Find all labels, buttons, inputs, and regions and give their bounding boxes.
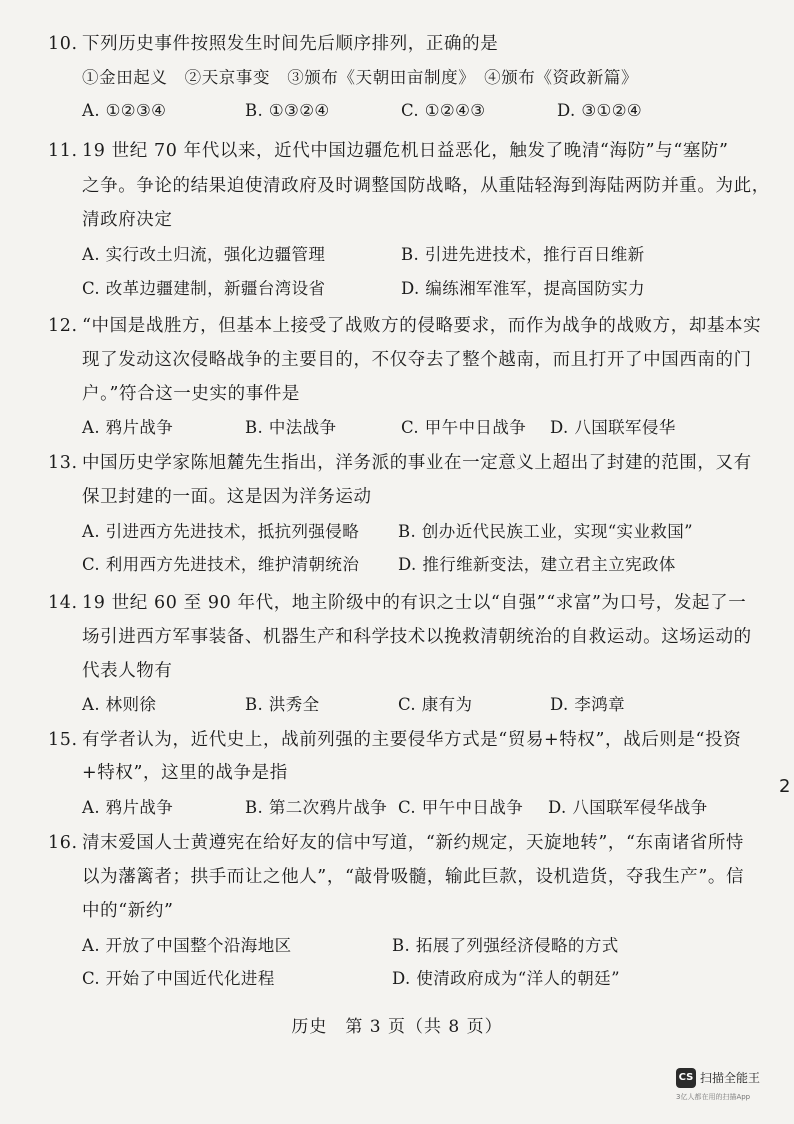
question-12-option-c: C. 甲午中日战争	[401, 418, 527, 437]
question-15-stem-line-1	[48, 726, 741, 751]
question-11-stem-line-3: 清政府决定	[82, 210, 173, 230]
question-14-option-a: A. 林则徐	[82, 695, 157, 714]
question-number: 12.	[48, 316, 78, 336]
question-number: 14.	[48, 593, 78, 613]
question-14-stem-line-1	[48, 589, 746, 614]
question-12-stem-line-2: 现了发动这次侵略战争的主要目的，不仅夺去了整个越南，而且打开了中国西南的门	[82, 350, 752, 370]
question-11-stem-line-1	[48, 137, 729, 162]
question-13-stem-line-1	[48, 449, 752, 474]
question-14-stem-line-3: 代表人物有	[82, 661, 173, 681]
question-number: 16.	[48, 833, 78, 853]
question-11-option-d: D. 编练湘军淮军，提高国防实力	[401, 279, 646, 298]
question-number: 13.	[48, 453, 78, 473]
question-13-option-d: D. 推行维新变法，建立君主立宪政体	[398, 555, 676, 574]
question-14-option-d: D. 李鸿章	[550, 695, 626, 714]
question-text: 中国历史学家陈旭麓先生指出，洋务派的事业在一定意义上超出了封建的范围，又有	[82, 453, 752, 473]
question-13-option-a: A. 引进西方先进技术，抵抗列强侵略	[82, 522, 360, 541]
question-10-option-b: B. ①③②④	[245, 101, 330, 120]
question-14-option-c: C. 康有为	[398, 695, 473, 714]
question-16-stem-line-2: 以为藩篱者；拱手而让之他人”，“敲骨吸髓，输此巨款，设机造货，夺我生产”。信	[82, 867, 745, 887]
question-text: 19 世纪 70 年代以来，近代中国边疆危机日益恶化，触发了晚清“海防”与“塞防”	[82, 141, 729, 161]
question-number: 11.	[48, 141, 78, 161]
question-text: 19 世纪 60 至 90 年代，地主阶级中的有识之士以“自强”“求富”为口号，发起了一	[82, 593, 747, 613]
question-10-stem	[48, 30, 498, 55]
question-11-option-a: A. 实行改土归流，强化边疆管理	[82, 245, 326, 264]
question-11-option-b: B. 引进先进技术，推行百日维新	[401, 245, 645, 264]
question-12-stem-line-3: 户。”符合这一史实的事件是	[82, 384, 300, 404]
scanner-app-tagline: 3亿人都在用的扫描App	[676, 1093, 751, 1101]
question-16-stem-line-3: 中的“新约”	[82, 901, 174, 921]
question-16-option-d: D. 使清政府成为“洋人的朝廷”	[392, 969, 620, 988]
question-15-option-b: B. 第二次鸦片战争	[245, 798, 388, 817]
question-text: 清末爱国人士黄遵宪在给好友的信中写道，“新约规定，天旋地转”，“东南诸省所恃	[82, 833, 745, 853]
question-text: “中国是战胜方，但基本上接受了战败方的侵略要求，而作为战争的战败方，却基本实	[82, 316, 762, 336]
question-10-items: ①金田起义 ②天京事变 ③颁布《天朝田亩制度》 ④颁布《资政新篇》	[82, 68, 639, 87]
question-16-stem-line-1	[48, 829, 744, 854]
question-14-option-b: B. 洪秀全	[245, 695, 320, 714]
question-13-option-b: B. 创办近代民族工业，实现“实业救国”	[398, 522, 693, 541]
question-13-stem-line-2: 保卫封建的一面。这是因为洋务运动	[82, 487, 372, 507]
scanner-logo-icon: CS	[676, 1068, 696, 1088]
scanner-watermark	[676, 1068, 786, 1108]
question-14-stem-line-2: 场引进西方军事装备、机器生产和科学技术以挽救清朝统治的自救运动。这场运动的	[82, 627, 752, 647]
question-12-option-d: D. 八国联军侵华	[550, 418, 676, 437]
question-15-option-c: C. 甲午中日战争	[398, 798, 524, 817]
question-11-stem-line-2: 之争。争论的结果迫使清政府及时调整国防战略，从重陆轻海到海陆两防并重。为此，	[82, 176, 770, 196]
question-16-option-c: C. 开始了中国近代化进程	[82, 969, 275, 988]
question-16-option-b: B. 拓展了列强经济侵略的方式	[392, 936, 619, 955]
question-10-option-d: D. ③①②④	[557, 101, 643, 120]
question-text: 有学者认为，近代史上，战前列强的主要侵华方式是“贸易+特权”，战后则是“投资	[82, 730, 742, 750]
question-12-option-b: B. 中法战争	[245, 418, 337, 437]
question-16-option-a: A. 开放了中国整个沿海地区	[82, 936, 292, 955]
question-15-stem-line-2: +特权”，这里的战争是指	[82, 763, 288, 783]
question-13-option-c: C. 利用西方先进技术，维护清朝统治	[82, 555, 360, 574]
question-10-option-a: A. ①②③④	[82, 101, 167, 120]
scanner-app-name: 扫描全能王	[700, 1071, 761, 1085]
question-12-stem-line-1	[48, 312, 761, 337]
question-12-option-a: A. 鸦片战争	[82, 418, 174, 437]
question-15-option-d: D. 八国联军侵华战争	[548, 798, 708, 817]
page-footer: 历史 第 3 页（共 8 页）	[291, 1017, 503, 1037]
question-number: 10.	[48, 34, 78, 54]
edge-page-mark: 2	[779, 776, 791, 797]
question-10-option-c: C. ①②④③	[401, 101, 486, 120]
question-text: 下列历史事件按照发生时间先后顺序排列，正确的是	[82, 34, 499, 54]
question-number: 15.	[48, 730, 78, 750]
question-15-option-a: A. 鸦片战争	[82, 798, 174, 817]
question-11-option-c: C. 改革边疆建制，新疆台湾设省	[82, 279, 326, 298]
